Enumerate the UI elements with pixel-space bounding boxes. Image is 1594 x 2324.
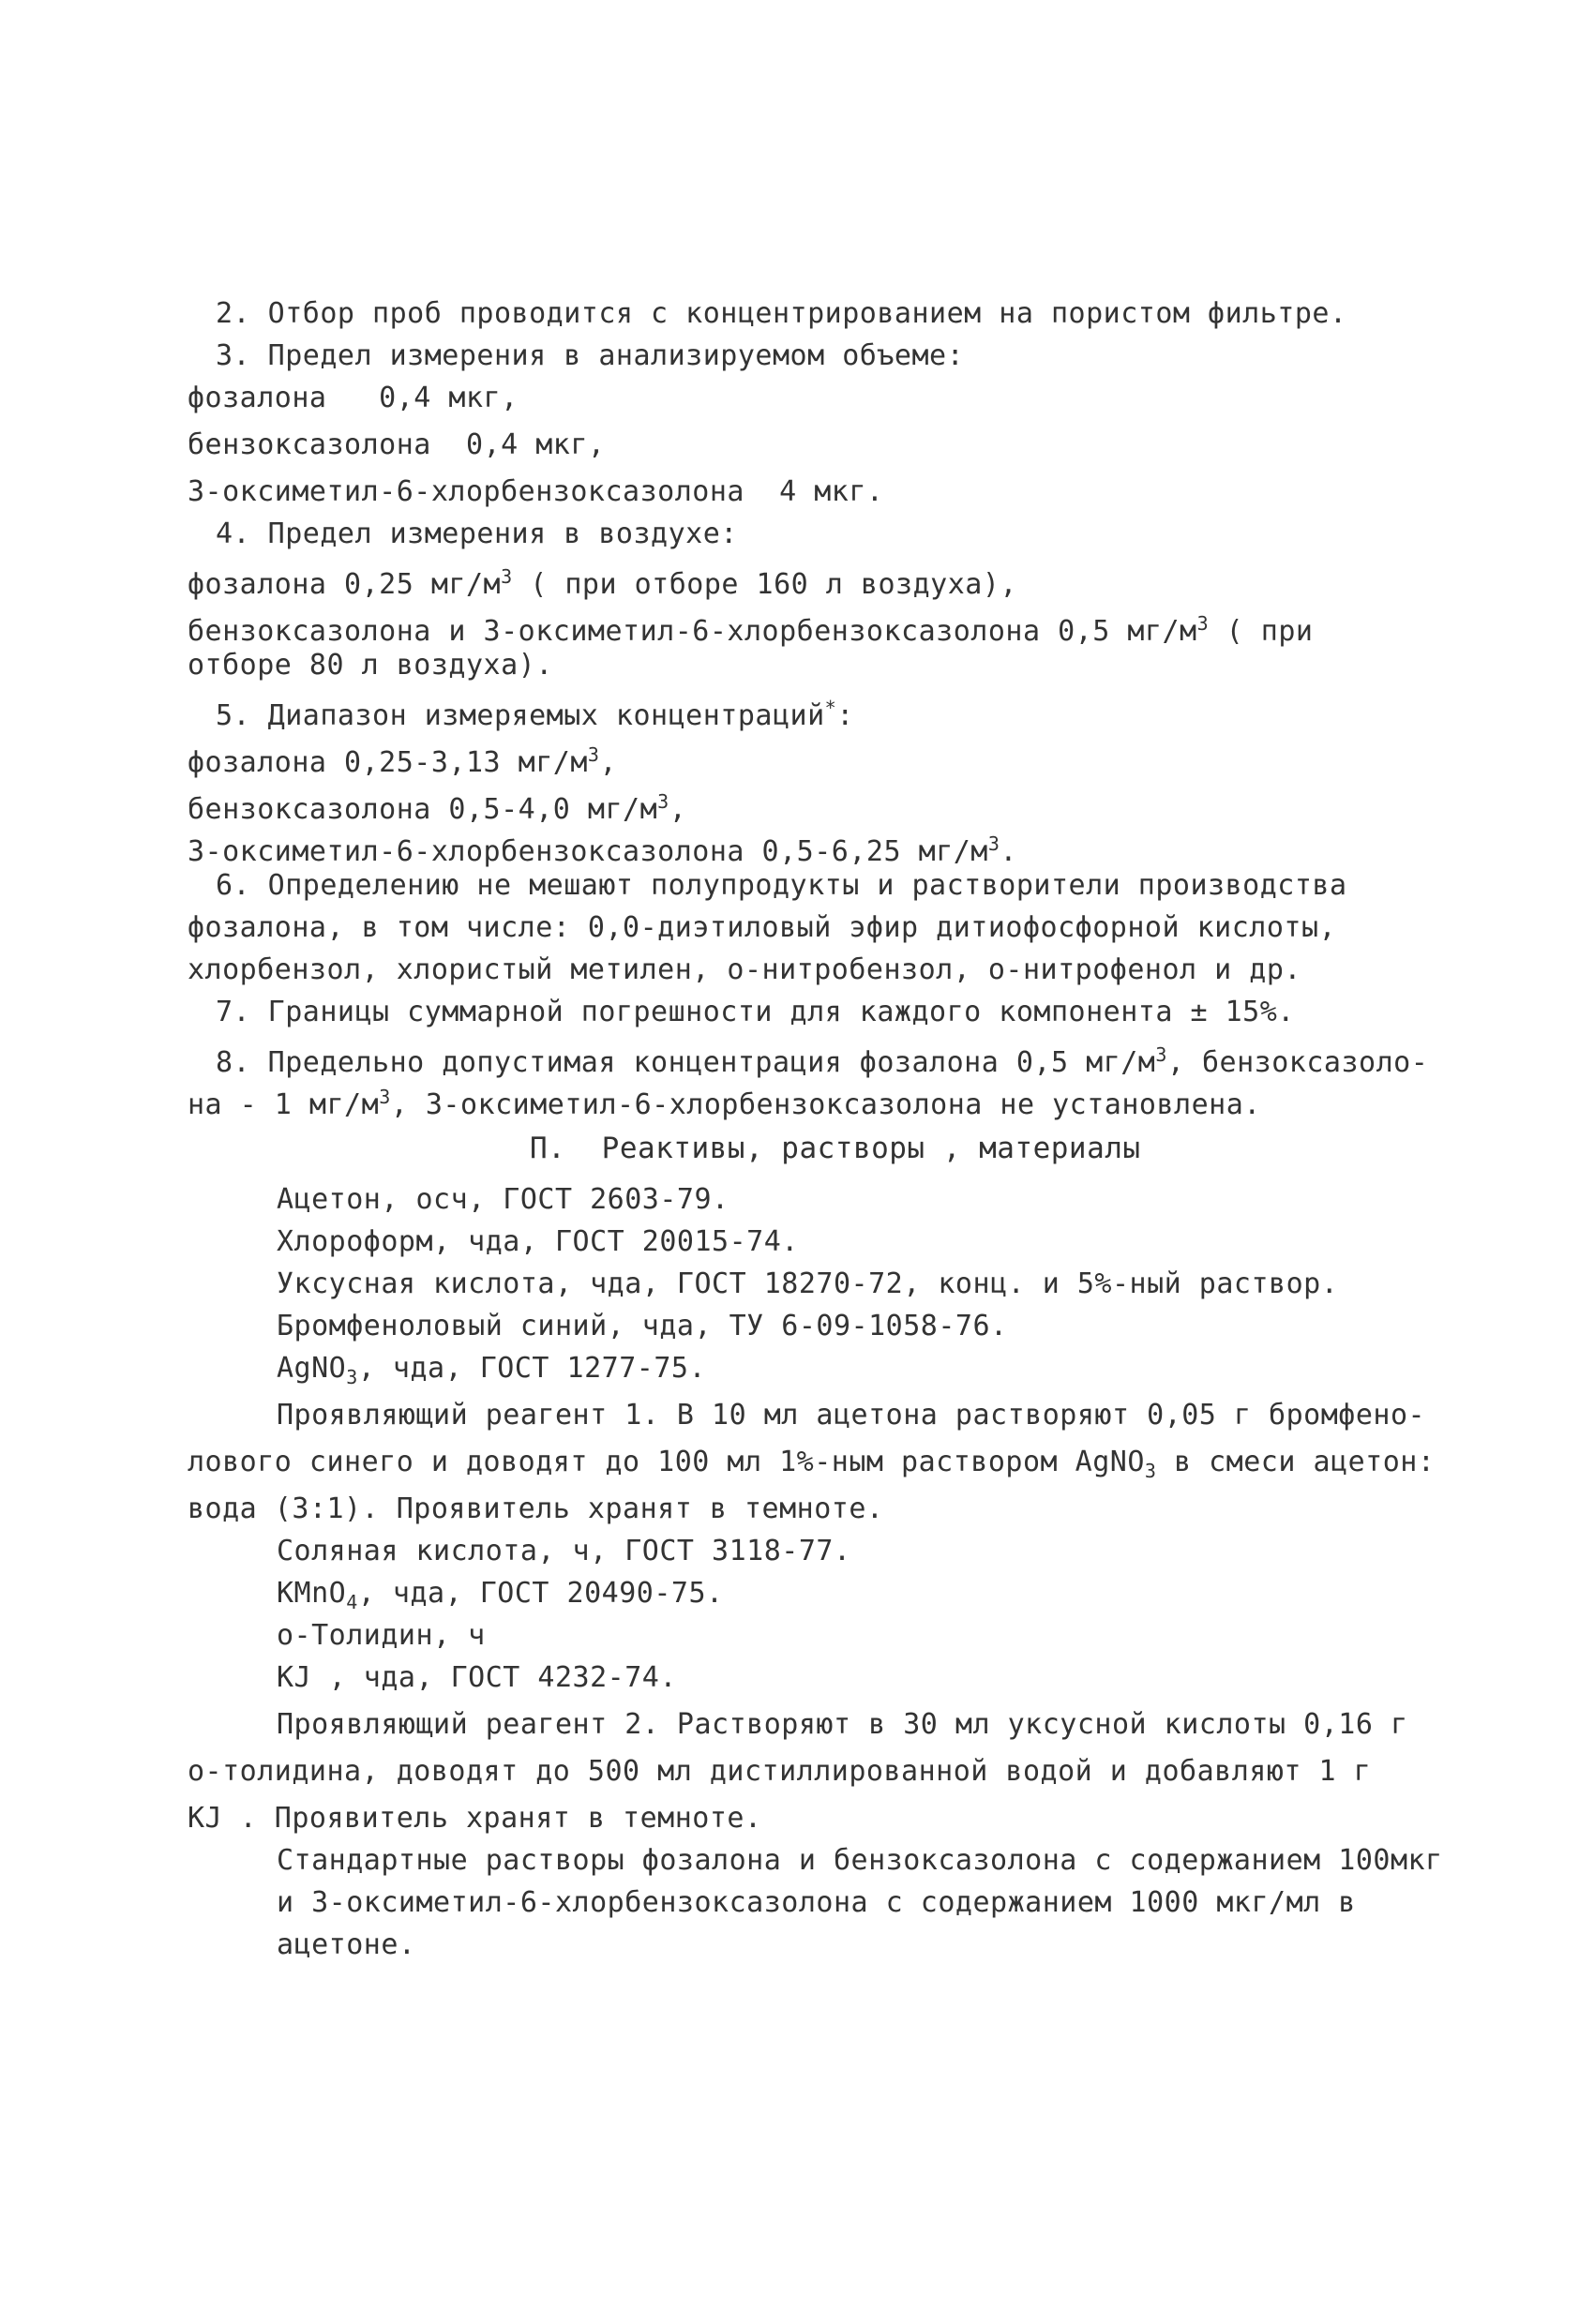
reagent-potassium-iodide: KJ , чда, ГОСТ 4232-74.	[277, 1661, 677, 1694]
reagent-bromphenol-blue: Бромфеноловый синий, чда, ТУ 6-09-1058-76.	[277, 1310, 1008, 1342]
paragraph-6-line-c: хлорбензол, хлористый метилен, о-нитробензол, о-нитрофенол и др.	[188, 953, 1301, 986]
reagent-o-tolidine: о-Толидин, ч	[277, 1619, 486, 1652]
paragraph-8-line-a: 8. Предельно допустимая концентрация фозалона 0,5 $мг/м^3$, бензоксазоло-	[216, 1043, 1429, 1079]
developer-1-line-a: Проявляющий реагент 1. В 10 мл ацетона растворяют 0,05 г бромфено-	[277, 1399, 1426, 1432]
paragraph-4-heading: 4. Предел измерения в воздухе:	[216, 517, 738, 550]
section-2-heading: П. Реактивы, растворы , материалы	[530, 1132, 1141, 1165]
paragraph-3-line-c: 3-оксиметил-6-хлорбензоксазолона 4 мкг.	[188, 475, 884, 508]
developer-2-line-c: KJ . Проявитель хранят в темноте.	[188, 1802, 762, 1835]
reagent-acetone: Ацетон, осч, ГОСТ 2603-79.	[277, 1183, 729, 1216]
paragraph-2: 2. Отбор проб проводится с концентрированием на пористом фильтре.	[216, 297, 1347, 330]
paragraph-4-line-c: отборе 80 л воздуха).	[188, 649, 553, 682]
paragraph-3-line-a: фозалона 0,4 мкг,	[188, 382, 519, 414]
developer-2-line-a: Проявляющий реагент 2. Растворяют в 30 мл уксусной кислоты 0,16 г	[277, 1708, 1408, 1741]
paragraph-5-line-c: 3-оксиметил-6-хлорбензоксазолона 0,5-6,25 $мг/м^3$.	[188, 832, 1017, 868]
developer-2-line-b: о-толидина, доводят до 500 мл дистиллированной водой и добавляют 1 г	[188, 1755, 1372, 1788]
paragraph-5-line-b: бензоксазолона 0,5-4,0 $мг/м^3$,	[188, 790, 687, 826]
paragraph-3-heading: 3. Предел измерения в анализируемом объеме:	[216, 339, 965, 372]
paragraph-6-line-b: фозалона, в том числе: 0,0-диэтиловый эфир дитиофосфорной кислоты,	[188, 911, 1337, 944]
paragraph-5-heading: 5. Диапазон измеряемых концентраций*:	[216, 697, 854, 732]
reagent-permanganate: KMnO$_4$, чда, ГОСТ 20490-75.	[277, 1577, 724, 1613]
paragraph-5-line-a: фозалона 0,25-3,13 $мг/м^3$,	[188, 743, 618, 779]
paragraph-3-line-b: бензоксазолона 0,4 мкг,	[188, 428, 606, 461]
reagent-acetic-acid: Уксусная кислота, чда, ГОСТ 18270-72, конц. и 5%-ный раствор.	[277, 1267, 1339, 1300]
paragraph-4-line-b: бензоксазолона и 3-оксиметил-6-хлорбензоксазолона 0,5 $мг/м^3$ ( при	[188, 612, 1314, 648]
reagent-chloroform: Хлороформ, чда, ГОСТ 20015-74.	[277, 1225, 799, 1258]
paragraph-8-line-b: на - 1 $мг/м^3$, 3-оксиметил-6-хлорбензоксазолона не установлена.	[188, 1086, 1261, 1121]
reagent-silver-nitrate: AgNO$_3$, чда, ГОСТ 1277-75.	[277, 1352, 707, 1388]
developer-1-line-b: лового синего и доводят до 100 мл 1%-ным раствором AgNO$_3$ в смеси ацетон:	[188, 1446, 1436, 1482]
paragraph-7: 7. Границы суммарной погрешности для каждого компонента ± 15%.	[216, 996, 1295, 1028]
standard-solutions-line-c: ацетоне.	[277, 1928, 416, 1961]
standard-solutions-line-a: Стандартные растворы фозалона и бензоксазолона с содержанием 100мкг	[277, 1844, 1443, 1877]
reagent-hydrochloric-acid: Соляная кислота, ч, ГОСТ 3118-77.	[277, 1535, 851, 1567]
paragraph-6-line-a: 6. Определению не мешают полупродукты и растворители производства	[216, 869, 1347, 902]
paragraph-4-line-a: фозалона 0,25 $мг/м^3$ ( при отборе 160 л воздуха),	[188, 565, 1017, 601]
developer-1-line-c: вода (3:1). Проявитель хранят в темноте.	[188, 1492, 884, 1525]
standard-solutions-line-b: и 3-оксиметил-6-хлорбензоксазолона с содержанием 1000 мкг/мл в	[277, 1886, 1356, 1919]
